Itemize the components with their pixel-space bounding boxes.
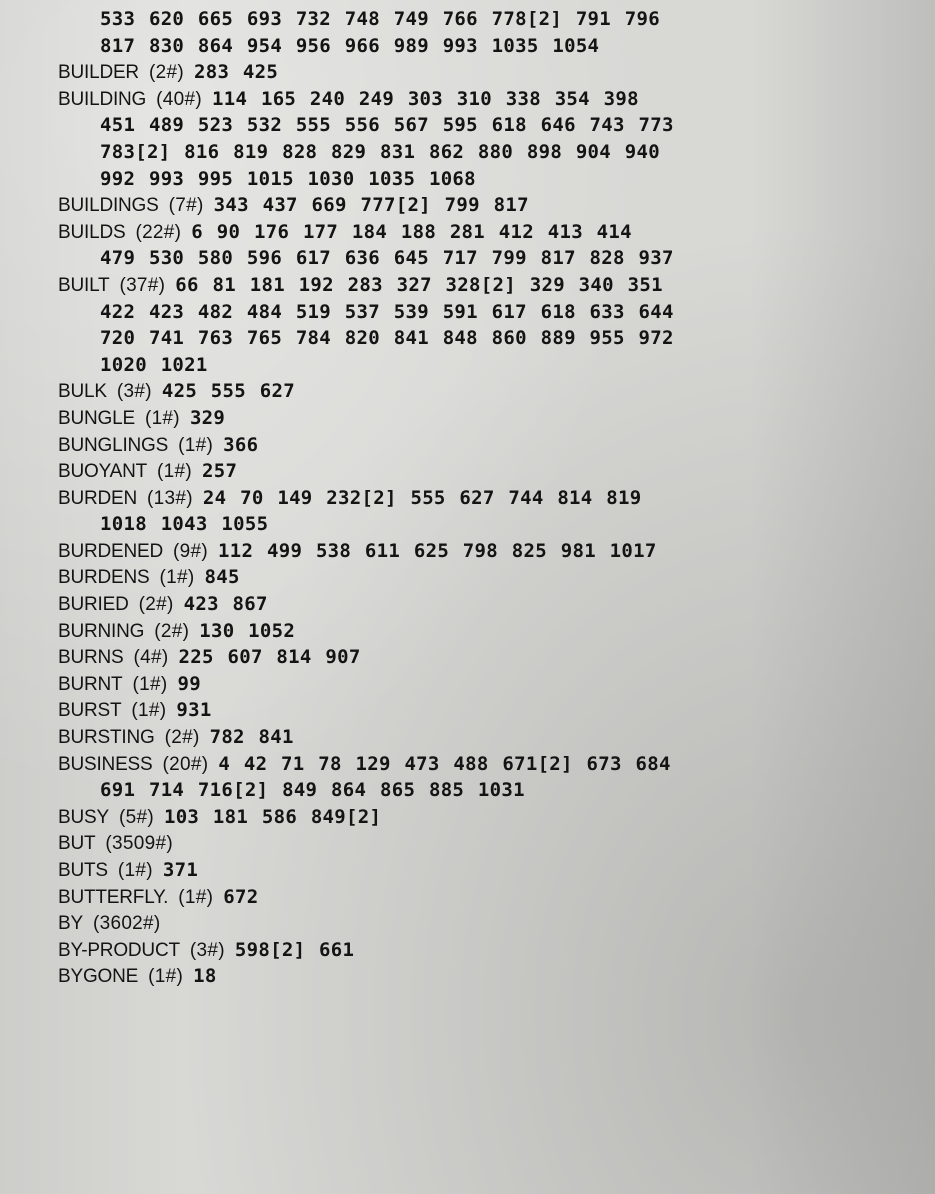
index-entry: [0, 857, 935, 884]
entry-first-line: [0, 219, 935, 246]
entry-first-line: [0, 830, 935, 857]
page-references: 422 423 482 484 519 537 539 591 617 618 633 644: [100, 300, 674, 323]
page-references: 720 741 763 765 784 820 841 848 860 889 955 972: [100, 327, 674, 350]
entry-continuation-line: [0, 139, 935, 166]
page-references: 992 993 995 1015 1030 1035 1068: [100, 167, 476, 190]
page-references: 672: [223, 885, 259, 908]
occurrence-count: (5#): [118, 806, 154, 828]
occurrence-count: (4#): [133, 647, 169, 669]
index-entry: [0, 963, 935, 990]
entry-first-line: [0, 751, 935, 778]
page-references: 343 437 669 777[2] 799 817: [213, 194, 529, 217]
page-references: 423 867: [183, 593, 268, 616]
index-entry: [0, 272, 935, 378]
page-references: 103 181 586 849[2]: [163, 805, 382, 828]
index-headword: BURSTING: [58, 727, 155, 749]
index-headword: BUILDER: [58, 62, 139, 84]
entry-first-line: [0, 564, 935, 591]
page-references: 783[2] 816 819 828 829 831 862 880 898 904 940: [100, 140, 660, 163]
page-references: 533 620 665 693 732 748 749 766 778[2] 791 796: [100, 8, 660, 30]
index-headword: BURNING: [58, 620, 145, 642]
index-entry: [0, 192, 935, 219]
occurrence-count: (3509#): [105, 833, 173, 855]
occurrence-count: (3#): [189, 939, 225, 961]
entry-first-line: [0, 432, 935, 459]
occurrence-count: (1#): [132, 673, 168, 695]
entry-first-line: [0, 963, 935, 990]
page-references: 329: [189, 406, 226, 429]
entry-continuation-line: [0, 6, 935, 33]
index-headword: BURNT: [58, 673, 123, 695]
entry-first-line: [0, 804, 935, 831]
index-headword: BURDENED: [58, 540, 164, 562]
index-headword: BUSINESS: [58, 753, 153, 775]
index-headword: BUILDS: [58, 221, 126, 243]
entry-first-line: [0, 192, 935, 219]
occurrence-count: (13#): [147, 487, 193, 509]
page-references: 451 489 523 532 555 556 567 595 618 646 743 773: [100, 114, 674, 137]
index-headword: BUILT: [58, 274, 110, 296]
page-references: 479 530 580 596 617 636 645 717 799 817 828 937: [100, 247, 674, 270]
index-entry: [0, 432, 935, 459]
index-entry: [0, 830, 935, 857]
page-references: 24 70 149 232[2] 555 627 744 814 819: [202, 486, 642, 509]
index-entry: [0, 59, 935, 86]
word-index-list: [0, 6, 935, 990]
page-references: 598[2] 661: [234, 938, 355, 961]
index-headword: BURDEN: [58, 487, 138, 509]
occurrence-count: (2#): [148, 62, 184, 84]
page-references: 114 165 240 249 303 310 338 354 398: [212, 87, 639, 110]
index-entry: [0, 591, 935, 618]
entry-first-line: [0, 485, 935, 512]
entry-continuation-line: [0, 166, 935, 193]
entry-first-line: [0, 937, 935, 964]
index-headword: BUILDING: [58, 88, 147, 110]
page-references: 257: [202, 460, 238, 483]
entry-first-line: [0, 697, 935, 724]
index-headword: BUILDINGS: [58, 195, 159, 217]
occurrence-count: (9#): [173, 540, 209, 562]
index-entry: [0, 458, 935, 485]
occurrence-count: (22#): [135, 221, 182, 243]
page-references: 691 714 716[2] 849 864 865 885 1031: [100, 779, 525, 802]
page-references: 1018 1043 1055: [100, 513, 269, 536]
page-references: 6 90 176 177 184 188 281 412 413 414: [191, 220, 632, 243]
occurrence-count: (2#): [138, 594, 174, 616]
index-entry: [0, 697, 935, 724]
index-headword: BY: [58, 913, 83, 935]
page-references: 225 607 814 907: [178, 646, 361, 669]
entry-first-line: [0, 884, 935, 911]
entry-first-line: [0, 591, 935, 618]
page-references: 66 81 181 192 283 327 328[2] 329 340 351: [175, 273, 663, 296]
entry-continuation-line: [0, 245, 935, 272]
page-references: 283 425: [193, 61, 279, 84]
page-references: 1020 1021: [100, 353, 208, 376]
page-references: 817 830 864 954 956 966 989 993 1035 1054: [100, 34, 600, 57]
occurrence-count: (3602#): [92, 913, 161, 935]
occurrence-count: (2#): [154, 620, 190, 642]
index-entry: [0, 564, 935, 591]
index-headword: BUT: [58, 833, 96, 855]
index-entry: [0, 937, 935, 964]
index-entry: [0, 751, 935, 804]
occurrence-count: (1#): [144, 407, 180, 429]
index-headword: BUOYANT: [58, 461, 148, 483]
index-entry: [0, 538, 935, 565]
index-entry: [0, 671, 935, 698]
occurrence-count: (1#): [131, 700, 167, 722]
index-headword: BURST: [58, 700, 122, 722]
entry-first-line: [0, 857, 935, 884]
page-references: 130 1052: [199, 619, 296, 642]
index-headword: BURIED: [58, 594, 129, 616]
index-headword: BY-PRODUCT: [58, 939, 180, 961]
index-headword: BUNGLINGS: [58, 434, 169, 456]
page-references: 425 555 627: [161, 380, 295, 403]
index-entry: [0, 644, 935, 671]
page-references: 99: [177, 672, 201, 695]
occurrence-count: (1#): [178, 886, 214, 908]
index-headword: BURDENS: [58, 567, 150, 589]
entry-continuation-line: [0, 511, 935, 538]
occurrence-count: (3#): [116, 381, 152, 403]
index-entry: [0, 86, 935, 192]
index-entry: [0, 884, 935, 911]
entry-continuation-line: [0, 325, 935, 352]
index-entry: [0, 804, 935, 831]
entry-first-line: [0, 405, 935, 432]
index-entry: [0, 405, 935, 432]
entry-first-line: [0, 724, 935, 751]
occurrence-count: (1#): [178, 434, 214, 456]
entry-first-line: [0, 644, 935, 671]
entry-first-line: [0, 378, 935, 405]
page-references: 4 42 71 78 129 473 488 671[2] 673 684: [218, 752, 671, 775]
index-headword: BURNS: [58, 647, 124, 669]
entry-first-line: [0, 458, 935, 485]
page-references: 18: [193, 965, 217, 988]
index-headword: BUTS: [58, 860, 108, 881]
index-entry: [0, 6, 935, 59]
index-headword: BUNGLE: [58, 407, 135, 429]
index-entry: [0, 618, 935, 645]
index-entry: [0, 724, 935, 751]
entry-continuation-line: [0, 352, 935, 379]
entry-continuation-line: [0, 777, 935, 804]
page-references: 845: [204, 566, 240, 589]
occurrence-count: (1#): [117, 860, 153, 881]
occurrence-count: (1#): [159, 567, 195, 589]
index-headword: BYGONE: [58, 966, 139, 988]
entry-first-line: [0, 618, 935, 645]
occurrence-count: (7#): [168, 195, 204, 217]
entry-first-line: [0, 910, 935, 937]
entry-continuation-line: [0, 112, 935, 139]
index-headword: BUSY: [58, 806, 109, 828]
entry-first-line: [0, 86, 935, 113]
occurrence-count: (1#): [148, 966, 184, 988]
occurrence-count: (1#): [157, 461, 193, 483]
index-entry: [0, 219, 935, 272]
occurrence-count: (20#): [162, 753, 209, 775]
page-references: 371: [162, 859, 199, 881]
page-references: 782 841: [209, 726, 294, 749]
entry-continuation-line: [0, 299, 935, 326]
index-entry: [0, 485, 935, 538]
index-entry: [0, 378, 935, 405]
entry-continuation-line: [0, 33, 935, 60]
index-entry: [0, 910, 935, 937]
occurrence-count: (37#): [119, 274, 166, 296]
entry-first-line: [0, 538, 935, 565]
entry-first-line: [0, 59, 935, 86]
page-references: 366: [223, 433, 259, 456]
page-references: 931: [176, 699, 212, 722]
occurrence-count: (40#): [156, 88, 202, 110]
index-headword: BULK: [58, 381, 107, 403]
page-references: 112 499 538 611 625 798 825 981 1017: [218, 539, 657, 562]
occurrence-count: (2#): [164, 727, 200, 749]
index-headword: BUTTERFLY.: [58, 886, 169, 908]
entry-first-line: [0, 671, 935, 698]
entry-first-line: [0, 272, 935, 299]
